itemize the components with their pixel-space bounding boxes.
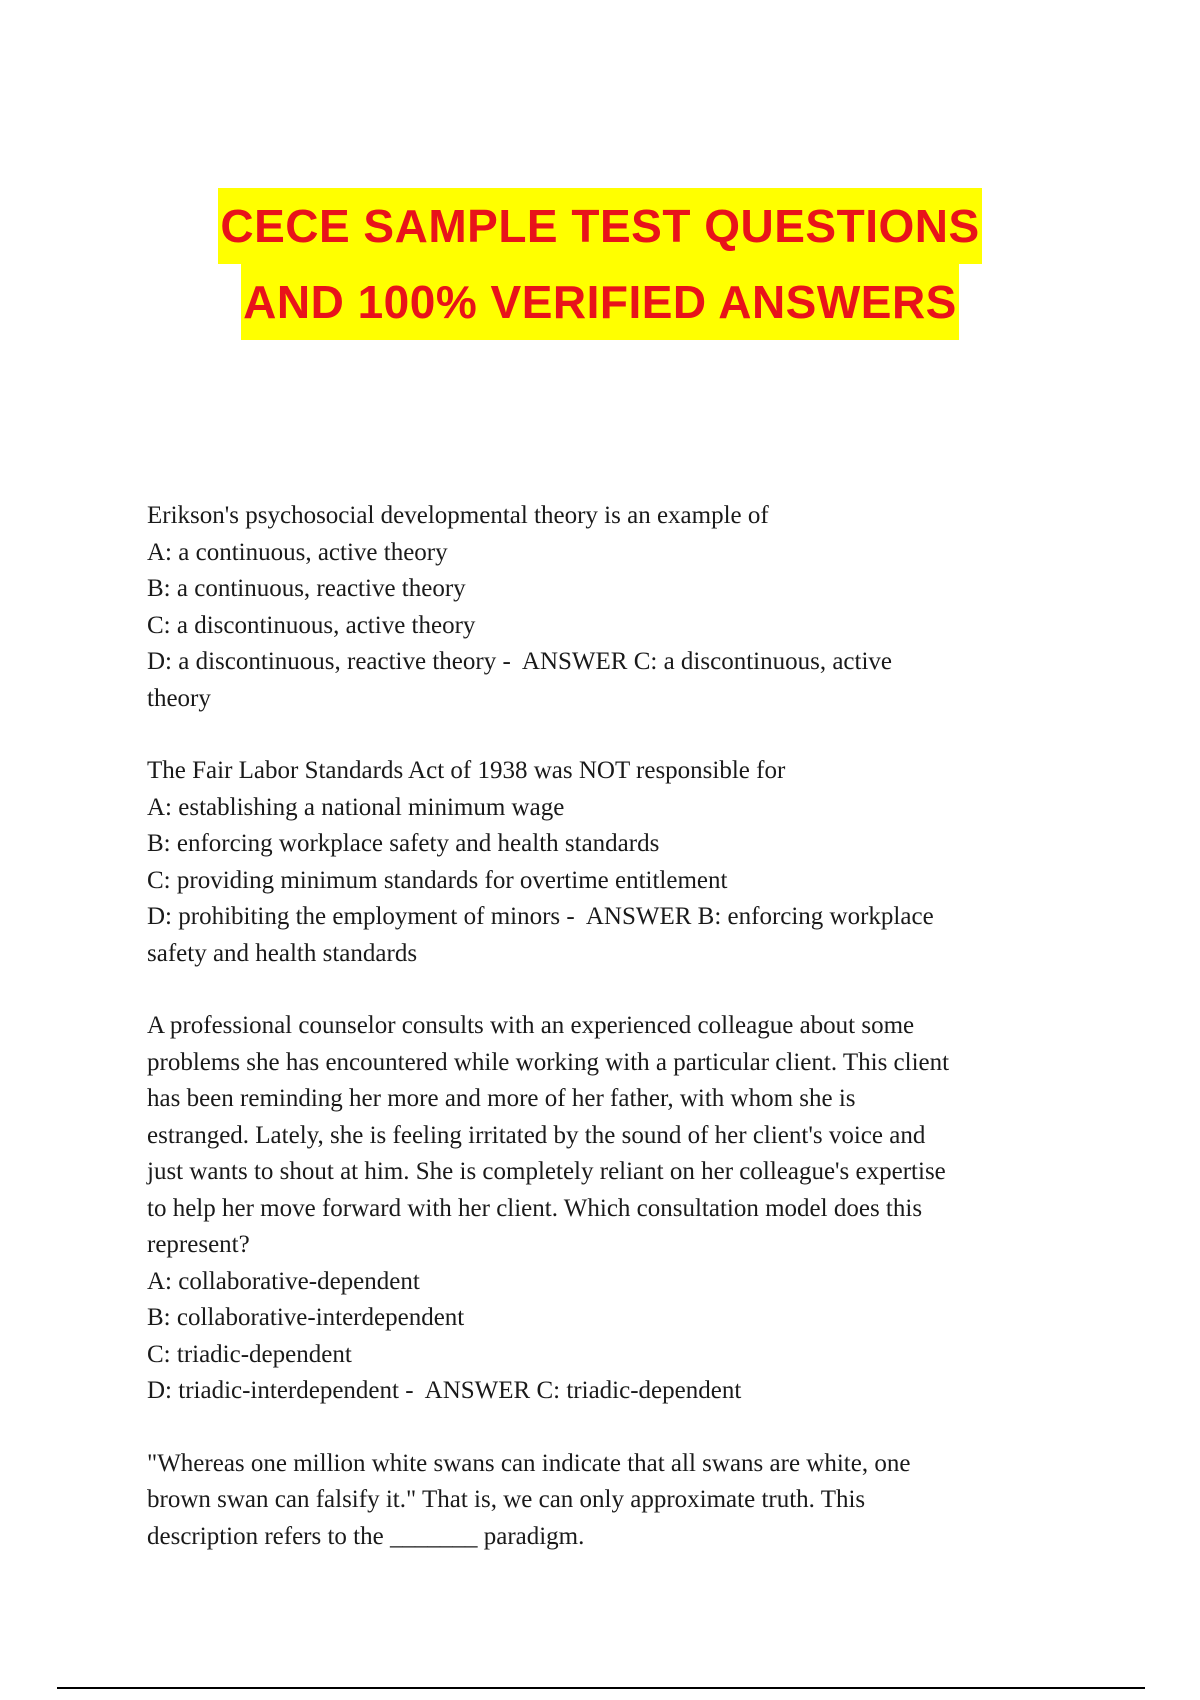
question-text: "Whereas one million white swans can indicate that all swans are white, one <box>147 1449 911 1477</box>
page-bottom-divider <box>57 1687 1145 1689</box>
option-b: B: collaborative-interdependent <box>147 1304 465 1331</box>
option-c: C: triadic-dependent <box>147 1340 352 1368</box>
option-c: C: a discontinuous, active theory <box>147 611 476 639</box>
question-block <box>147 1446 1067 1556</box>
title-line-1: CECE SAMPLE TEST QUESTIONS <box>218 188 981 264</box>
question-text: estranged. Lately, she is feeling irritated by the sound of her client's voice and <box>147 1121 926 1149</box>
question-text: to help her move forward with her client. Which consultation model does this <box>147 1194 923 1222</box>
questions-body <box>147 498 1067 1591</box>
option-d-with-answer: D: a discontinuous, reactive theory - ANSWER C: a discontinuous, active <box>147 648 892 675</box>
answer-continuation: safety and health standards <box>147 939 418 967</box>
question-text: just wants to shout at him. She is completely reliant on her colleague's expertise <box>147 1158 946 1185</box>
option-d-with-answer: D: triadic-interdependent - ANSWER C: triadic-dependent <box>147 1377 742 1404</box>
option-a: A: collaborative-dependent <box>147 1267 420 1295</box>
option-d-with-answer: D: prohibiting the employment of minors - ANSWER B: enforcing workplace <box>147 903 934 930</box>
option-a: A: establishing a national minimum wage <box>147 793 565 821</box>
question-block <box>147 753 1067 972</box>
option-a: A: a continuous, active theory <box>147 538 448 566</box>
option-b: B: enforcing workplace safety and health standards <box>147 830 660 857</box>
question-text: Erikson's psychosocial developmental theory is an example of <box>147 502 769 529</box>
question-block <box>147 498 1067 717</box>
answer-continuation: theory <box>147 684 211 712</box>
option-c: C: providing minimum standards for overtime entitlement <box>147 866 728 894</box>
title-line-2: AND 100% VERIFIED ANSWERS <box>241 264 959 340</box>
question-text: brown swan can falsify it." That is, we can only approximate truth. This <box>147 1486 866 1513</box>
question-text: problems she has encountered while working with a particular client. This client <box>147 1048 950 1076</box>
question-text: represent? <box>147 1231 250 1258</box>
question-text: A professional counselor consults with an experienced colleague about some <box>147 1012 915 1039</box>
question-text: The Fair Labor Standards Act of 1938 was NOT responsible for <box>147 757 786 784</box>
question-block <box>147 1008 1067 1410</box>
question-text: description refers to the _______ paradigm. <box>147 1522 585 1550</box>
document-title <box>0 188 1200 340</box>
question-text: has been reminding her more and more of her father, with whom she is <box>147 1085 856 1112</box>
option-b: B: a continuous, reactive theory <box>147 575 466 602</box>
